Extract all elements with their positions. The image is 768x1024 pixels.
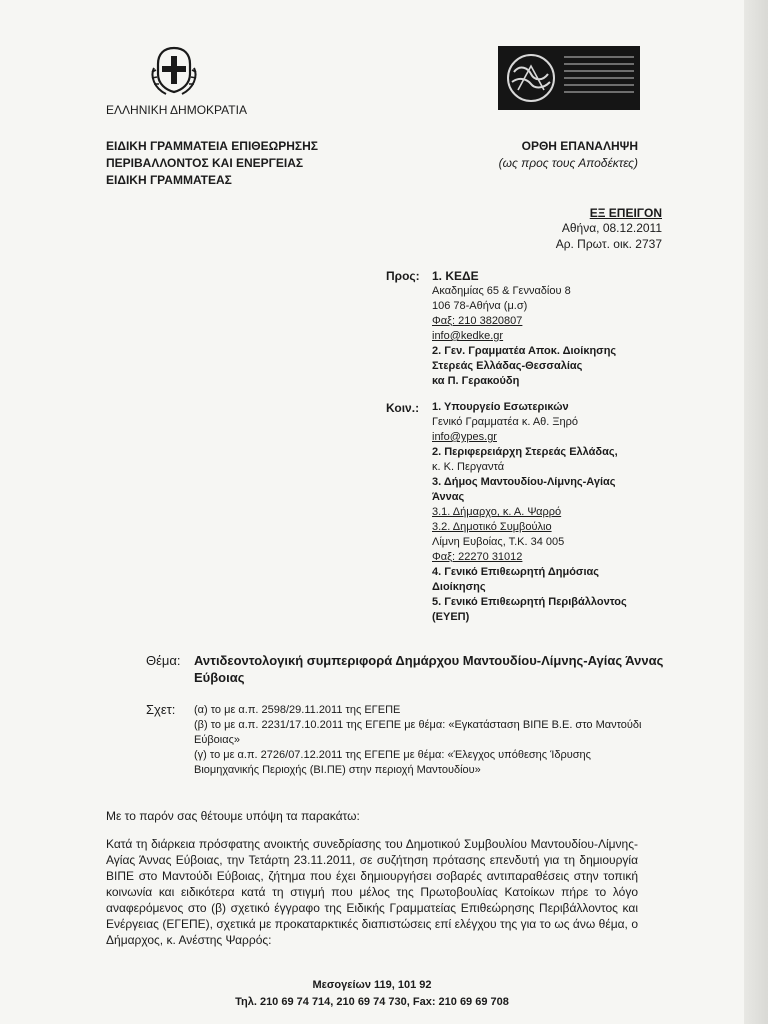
ref-item: Εύβοιας» — [194, 734, 241, 746]
coat-of-arms-icon — [146, 42, 202, 98]
ref-item: (α) το με α.π. 2598/29.11.2011 της ΕΓΕΠΕ — [194, 704, 401, 716]
org-line-2: ΠΕΡΙΒΑΛΛΟΝΤΟΣ ΚΑΙ ΕΝΕΡΓΕΙΑΣ — [106, 156, 304, 170]
to-line: 1. ΚΕΔΕ — [432, 269, 479, 283]
to-email-link[interactable]: info@kedke.gr — [432, 330, 504, 342]
body-intro: Με το παρόν σας θέτουμε υπόψη τα παρακάτω: — [106, 809, 360, 823]
subject-line-1: Αντιδεοντολογική συμπεριφορά Δημάρχου Μαντουδίου-Λίμνης-Αγίας Άννας — [194, 653, 664, 668]
cc-line: Λίμνη Ευβοίας, Τ.Κ. 34 005 — [432, 536, 565, 548]
ref-item: (γ) το με α.π. 2726/07.12.2011 της ΕΓΕΠΕ με θέμα: «Έλεγχος υπόθεσης Ίδρυσης — [194, 749, 591, 761]
to-line: Στερεάς Ελλάδας-Θεσσαλίας — [432, 360, 583, 372]
cc-line: 3.2. Δημοτικό Συμβούλιο — [432, 521, 552, 533]
cc-line: Γενικό Γραμματέα κ. Αθ. Ξηρό — [432, 416, 579, 428]
refs-label: Σχετ: — [146, 702, 176, 717]
cc-line: κ. Κ. Περγαντά — [432, 461, 505, 473]
corrected-note: (ως προς τους Αποδέκτες) — [498, 156, 638, 170]
to-line: Ακαδημίας 65 & Γενναδίου 8 — [432, 285, 571, 297]
ref-item: Βιομηχανικής Περιοχής (ΒΙ.ΠΕ) στην περιοχή Μαντουδίου» — [194, 764, 481, 776]
cc-email-link[interactable]: info@ypes.gr — [432, 431, 497, 443]
cc-line: Διοίκησης — [432, 581, 486, 593]
to-line: 2. Γεν. Γραμματέα Αποκ. Διοίκησης — [432, 345, 617, 357]
to-line: κα Π. Γερακούδη — [432, 375, 520, 387]
cc-line: 3. Δήμος Μαντουδίου-Λίμνης-Αγίας — [432, 476, 616, 488]
cc-fax: Φαξ: 22270 31012 — [432, 551, 523, 563]
republic-label: ΕΛΛΗΝΙΚΗ ΔΗΜΟΚΡΑΤΙΑ — [106, 103, 247, 117]
cc-line: Άννας — [432, 491, 465, 503]
cc-line: 4. Γενικό Επιθεωρητή Δημόσιας — [432, 566, 599, 578]
cc-line: 1. Υπουργείο Εσωτερικών — [432, 401, 569, 413]
ministry-logo — [498, 46, 640, 110]
org-line-3: ΕΙΔΙΚΗ ΓΡΑΜΜΑΤΕΑΣ — [106, 173, 232, 187]
org-line-1: ΕΙΔΙΚΗ ΓΡΑΜΜΑΤΕΙΑ ΕΠΙΘΕΩΡΗΣΗΣ — [106, 139, 318, 153]
to-label: Προς: — [386, 269, 420, 283]
footer-address: Μεσογείων 119, 101 92 — [312, 979, 432, 991]
place-date: Αθήνα, 08.12.2011 — [561, 221, 662, 235]
protocol-number: Αρ. Πρωτ. οικ. 2737 — [555, 237, 662, 251]
to-line: 106 78-Αθήνα (μ.σ) — [432, 300, 528, 312]
cc-line: 2. Περιφερειάρχη Στερεάς Ελλάδας, — [432, 446, 618, 458]
subject-line-2: Εύβοιας — [194, 670, 245, 685]
logo-text-lines — [564, 56, 634, 98]
subject-label: Θέμα: — [146, 653, 181, 668]
refs-list — [194, 703, 642, 778]
urgency-label: ΕΞ ΕΠΕΙΓΟΝ — [589, 206, 662, 220]
ref-item: (β) το με α.π. 2231/17.10.2011 της ΕΓΕΠΕ με θέμα: «Εγκατάσταση ΒΙΠΕ Β.Ε. στο Μαντούδι — [194, 719, 642, 731]
corrected-title: ΟΡΘΗ ΕΠΑΝΑΛΗΨΗ — [521, 139, 638, 153]
cc-block — [432, 400, 627, 625]
to-block — [432, 268, 616, 389]
cc-label: Κοιν.: — [386, 401, 420, 415]
cc-line: 3.1. Δήμαρχο, κ. Α. Ψαρρό — [432, 506, 562, 518]
to-fax: Φαξ: 210 3820807 — [432, 315, 523, 327]
page-edge-shadow — [744, 0, 768, 1024]
cc-line: (ΕΥΕΠ) — [432, 611, 470, 623]
cc-line: 5. Γενικό Επιθεωρητή Περιβάλλοντος — [432, 596, 627, 608]
footer-phones: Τηλ. 210 69 74 714, 210 69 74 730, Fax: 210 69 69 708 — [235, 996, 509, 1008]
body-paragraph: Κατά τη διάρκεια πρόσφατης ανοικτής συνεδρίασης του Δημοτικού Συμβουλίου Μαντουδίου-Λίμνης-Αγίας Άννας Εύβοιας, την Τετάρτη 23.11.2011, σε συζήτηση πρότασης επενδυτή για τη δημιουργία ΒΙΠΕ στο Μαντούδι Εύβοιας, ζήτημα που έχει δημιουργήσει σοβαρές αντιπαραθέσεις στην τοπική κοινωνία και ειδικότερα κατά τη στιγμή που μέλος της Πρωτοβουλίας Κατοίκων πήρε το λόγο αναφερόμενος στο (β) σχετικό έγγραφο της Ειδικής Γραμματείας Επιθεώρησης Περιβάλλοντος και Ενέργειας (ΕΓΕΠΕ), σχετικά με προκαταρκτικές διαπιστώσεις επί ελέγχου της για το ως άνω θέμα, ο Δήμαρχος, κ. Ανέστης Ψαρρός: — [106, 837, 638, 947]
